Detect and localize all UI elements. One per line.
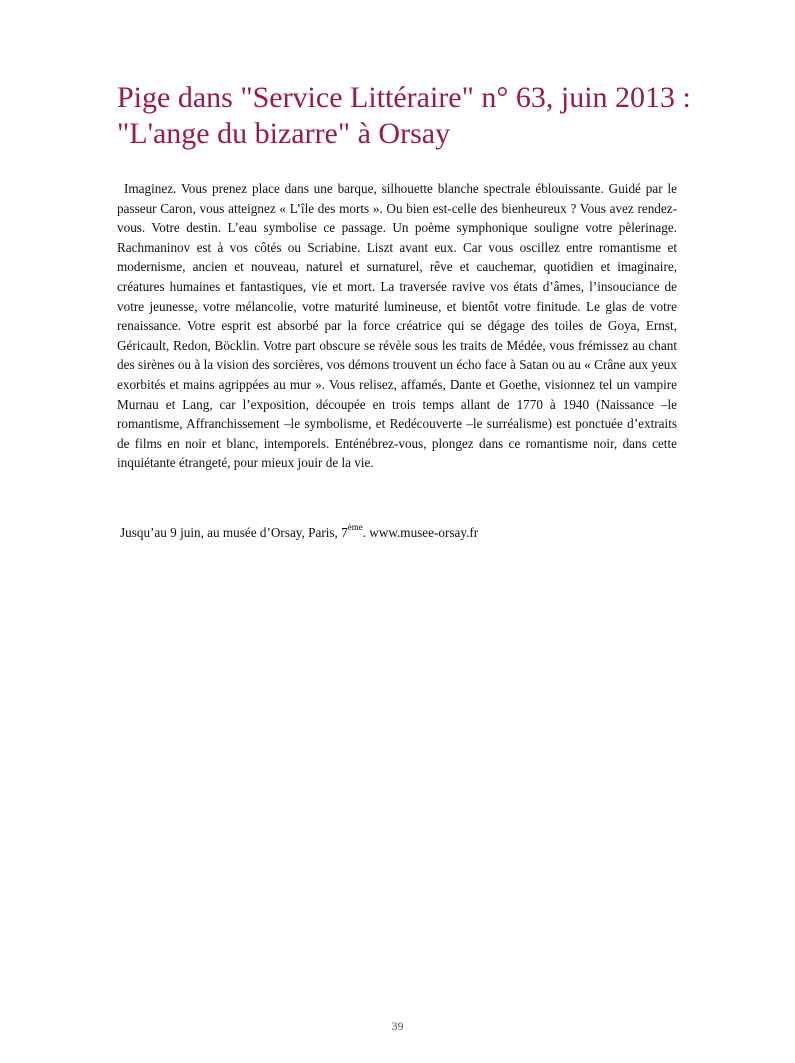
article-title: Pige dans "Service Littéraire" n° 63, juin 2013 : "L'ange du bizarre" à Orsay <box>117 81 691 150</box>
exhibition-website: . www.musee-orsay.fr <box>362 525 479 540</box>
article-paragraph <box>117 179 677 473</box>
arrondissement-superscript: ème <box>347 522 363 532</box>
exhibition-info <box>120 523 680 543</box>
exhibition-info-text: Jusqu’au 9 juin, au musée d’Orsay, Paris, 7 <box>120 525 348 540</box>
page-number: 39 <box>391 1019 404 1033</box>
article-paragraph-text: Imaginez. Vous prenez place dans une barque, silhouette blanche spectrale éblouissante. Guidé par le passeur Caron, vous atteignez « L’île des morts ». Ou bien est-celle des bienheureux ? Vous avez rendez-vous. Votre destin. L’eau symbolise ce passage. Un poème symphonique souligne votre pèlerinage. Rachmaninov est à vos côtés ou Scriabine. Liszt avant eux. Car vous oscillez entre romantisme et modernisme, ancien et nouveau, naturel et surnaturel, rêve et cauchemar, quotidien et imaginaire, créatures humaines et fantastiques, vie et mort. La traversée ravive vos états d’âmes, l’insouciance de votre jeunesse, votre mélancolie, votre maturité lumineuse, et bientôt votre finitude. Le glas de votre renaissance. Votre esprit est absorbé par la force créatrice qui se dégage des toiles de Goya, Ernst, Géricault, Redon, Böcklin. Votre part obscure se révèle sous les traits de Médée, vous frémissez au chant des sirènes ou à la vision des sorcières, vos démons trouvent un écho face à Satan ou au « Crâne aux yeux exorbités et mains agrippées au mur ». Vous relisez, affamés, Dante et Goethe, visionnez tel un vampire Murnau et Lang, car l’exposition, découpée en trois temps allant de 1770 à 1940 (Naissance –le romantisme, Affranchissement –le symbolisme, et Redécouverte –le surréalisme) est ponctuée d’extraits de films en noir et blanc, intemporels. Enténébrez-vous, plongez dans ce romantisme noir, dans cette inquiétante étrangeté, pour mieux jouir de la vie. <box>117 181 677 471</box>
